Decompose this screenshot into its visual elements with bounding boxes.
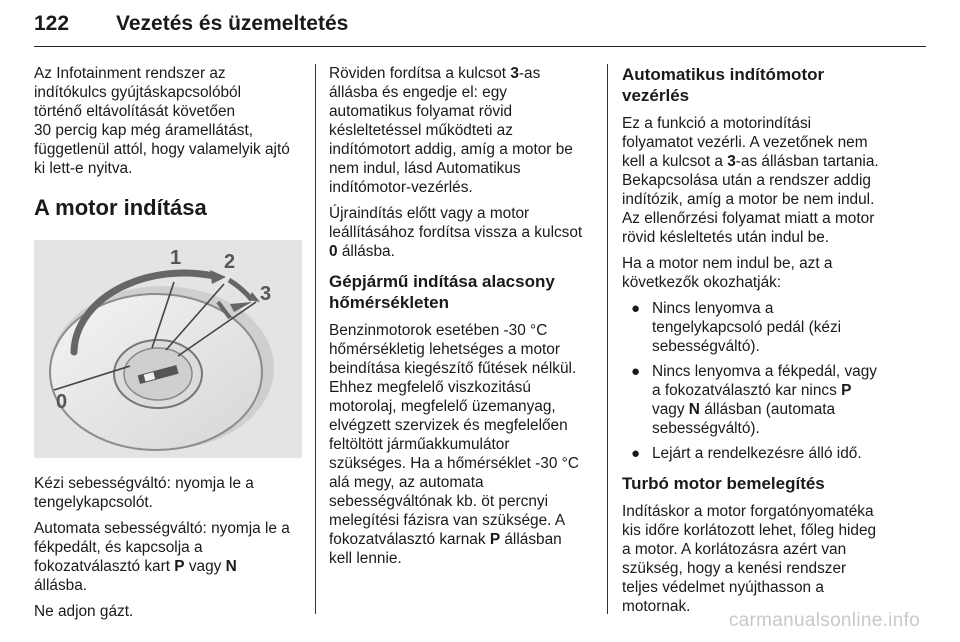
- column-right: [622, 64, 892, 623]
- chapter-title: Vezetés és üzemeltetés: [116, 12, 349, 35]
- low-temperature-paragraph: Benzinmotorok esetében -30 °C hőmérsékletig lehetséges a motor beindítása kiegészítő fűtések nélkül. Ehhez megfelelő viszkozitású motorolaj, megfelelő üzemanyag, elvégzett szervizek és megfelelően feltöltött járműakkumulátor szükséges. Ha a hőmérséklet -30 °C alá megy, az automata sebességváltónak kb. öt percnyi melegítési fázisra van szüksége. A fokozatválasztó karnak P állásban kell lennie.: [329, 322, 579, 567]
- bullet-icon: ●: [631, 363, 641, 380]
- low-temperature-heading: Gépjármű indítása alacsony hőmérsékleten: [329, 272, 555, 312]
- page-number: 122: [34, 12, 70, 35]
- watermark: carmanualsonline.info: [728, 610, 920, 631]
- list-item: ● Nincs lenyomva a fékpedál, vagy a fokozatválasztó kar nincs P vagy N állásban (automata sebességváltó).: [631, 363, 877, 437]
- no-gas-paragraph: Ne adjon gázt.: [34, 603, 134, 620]
- manual-transmission-paragraph: Kézi sebességváltó: nyomja le a tengelykapcsolót.: [34, 475, 254, 511]
- page-header: [34, 8, 926, 47]
- auto-starter-paragraph: Ez a funkció a motorindítási folyamatot vezérli. A vezetőnek nem kell a kulcsot a 3-as állásban tartania. Bekapcsolása után a rendszer addig indítózik, amíg a motor be nem indul. Az ellenőrzési folyamat miatt a motor rövid késleltetés után indul be.: [622, 115, 879, 246]
- position-label-2: 2: [224, 251, 236, 273]
- start-paragraph: Röviden fordítsa a kulcsot 3-as állásba és engedje el: egy automatikus folyamat rövid késleltetéssel működteti az indítómotort addig, amíg a motor be nem indul, lásd Automatikus indítómotor-vezérlés.: [329, 65, 573, 196]
- column-divider-2: [607, 64, 608, 614]
- position-label-1: 1: [170, 247, 182, 269]
- turbo-warmup-heading: Turbó motor bemelegítés: [622, 474, 825, 493]
- turbo-warmup-paragraph: Indításkor a motor forgatónyomatéka kis időre korlátozott lehet, főleg hideg a motor. A korlátozásra azért van szükség, hogy a kenési rendszer teljes védelmet nyújthasson a motornak.: [622, 503, 877, 615]
- restart-paragraph: Újraindítás előtt vagy a motor leállításához fordítsa vissza a kulcsot 0 állásba.: [329, 205, 583, 260]
- automatic-transmission-paragraph: Automata sebességváltó: nyomja le a fékpedált, és kapcsolja a fokozatválasztó kart P vagy N állásba.: [34, 520, 290, 594]
- intro-paragraph: Az Infotainment rendszer az indítókulcs gyújtáskapcsolóból történő eltávolítását követően 30 percig kap még áramellátást, függetlenül attól, hogy valamelyik ajtó ki lett-e nyitva.: [34, 65, 290, 177]
- column-middle: [329, 64, 597, 575]
- bullet-icon: ●: [631, 445, 641, 462]
- section-title: A motor indítása: [34, 195, 207, 220]
- position-label-3: 3: [260, 283, 272, 305]
- causes-intro-paragraph: Ha a motor nem indul be, azt a következők okozhatják:: [622, 255, 833, 291]
- list-item: ● Lejárt a rendelkezésre álló idő.: [631, 445, 862, 462]
- column-divider-1: [315, 64, 316, 614]
- bullet-icon: ●: [631, 300, 641, 317]
- ignition-switch-illustration: [34, 240, 302, 458]
- column-left: [34, 64, 304, 628]
- position-label-0: 0: [56, 391, 68, 413]
- auto-starter-heading: Automatikus indítómotor vezérlés: [622, 65, 825, 105]
- causes-list: [622, 299, 892, 463]
- ignition-switch-figure: [34, 240, 302, 458]
- list-item: ● Nincs lenyomva a tengelykapcsoló pedál (kézi sebességváltó).: [631, 300, 842, 355]
